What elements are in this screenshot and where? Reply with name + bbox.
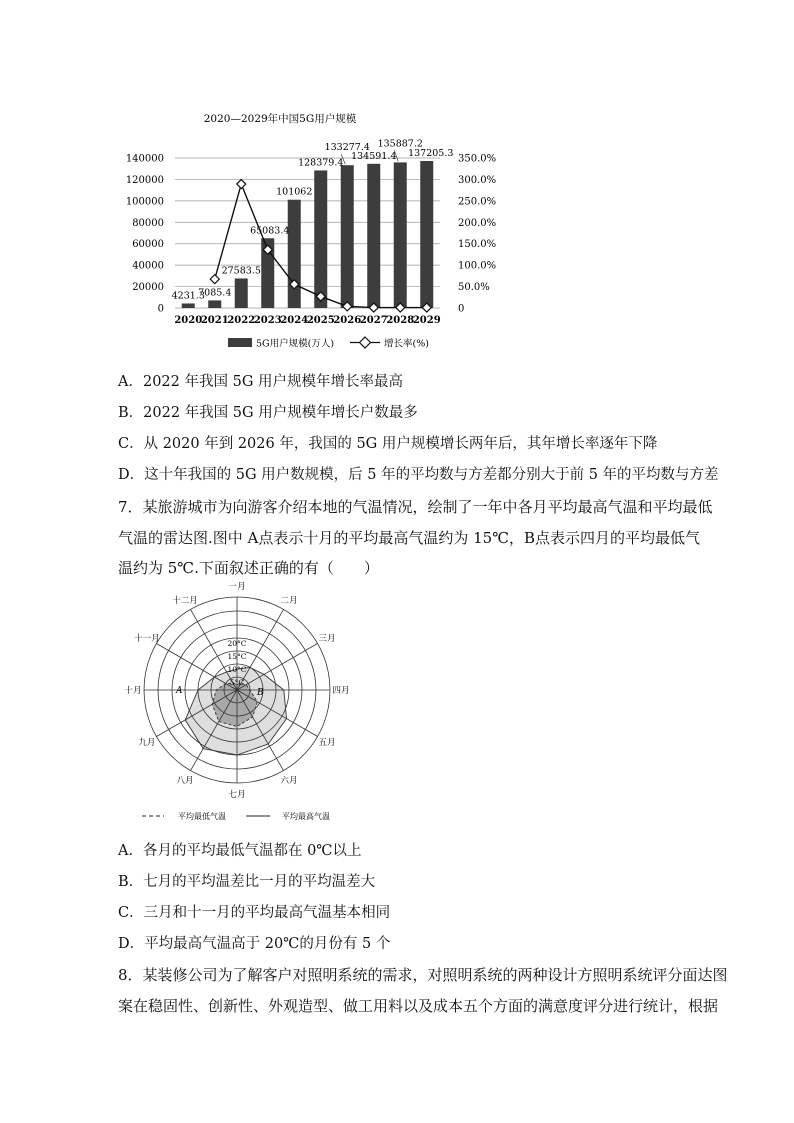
radial-tick-label: 5°C xyxy=(229,678,245,687)
bar-value-label: 7085.4 xyxy=(198,287,232,299)
bar-value-label: 4231.3 xyxy=(171,290,205,302)
bar-value-label: 133277.4 xyxy=(324,142,370,154)
left-tick-label: 80000 xyxy=(132,217,164,229)
legend-diamond-icon xyxy=(360,337,371,348)
month-label: 十二月 xyxy=(172,595,198,606)
q8-stem-line1: 8．某装修公司为了解客户对照明系统的需求，对照明系统的两种设计方照明系统评分面达图 xyxy=(118,966,728,984)
legend-bar-label: 5G用户规模(万人) xyxy=(256,338,335,350)
right-tick-label: 100.0% xyxy=(458,260,497,272)
legend-low-label: 平均最低气温 xyxy=(178,812,226,821)
month-label: 八月 xyxy=(176,776,194,787)
legend-line-label: 增长率(%) xyxy=(384,338,429,350)
x-tick-label: 2029 xyxy=(412,315,441,326)
x-tick-label: 2021 xyxy=(200,315,229,326)
q7-stem-line2: 气温的雷达图.图中 A点表示十月的平均最高气温约为 15℃，B点表示四月的平均最低气 xyxy=(118,529,701,547)
5g-user-chart xyxy=(118,108,508,358)
month-label: 一月 xyxy=(228,582,246,592)
bar xyxy=(235,278,248,308)
q7-stem-line1: 7．某旅游城市为向游客介绍本地的气温情况，绘制了一年中各月平均最高气温和平均最低 xyxy=(118,498,713,516)
x-tick-label: 2022 xyxy=(227,315,256,326)
legend xyxy=(228,337,429,350)
left-tick-label: 120000 xyxy=(125,174,164,186)
bar xyxy=(341,165,354,308)
radar-grid xyxy=(144,597,330,783)
left-tick-label: 0 xyxy=(157,303,164,315)
radial-tick-label: 10°C xyxy=(227,665,247,674)
right-tick-label: 150.0% xyxy=(458,239,497,251)
bar-value-label: 65083.4 xyxy=(250,225,290,237)
q7-option-b: B．七月的平均温差比一月的平均温差大 xyxy=(118,874,376,890)
month-label: 六月 xyxy=(280,776,298,787)
right-tick-label: 350.0% xyxy=(458,153,497,165)
legend-high-label: 平均最高气温 xyxy=(282,812,330,821)
month-label: 七月 xyxy=(228,790,246,800)
q7-option-d: D．平均最高气温高于 20℃的月份有 5 个 xyxy=(118,936,391,952)
right-tick-label: 300.0% xyxy=(458,174,497,186)
bar-value-label: 137205.3 xyxy=(408,147,454,159)
q7-option-c: C．三月和十一月的平均最高气温基本相同 xyxy=(118,905,391,921)
right-axis-ticks xyxy=(458,154,496,315)
x-tick-label: 2026 xyxy=(333,315,362,326)
month-label: 十月 xyxy=(124,686,142,696)
left-tick-label: 100000 xyxy=(125,196,164,208)
x-axis-ticks xyxy=(174,315,440,326)
right-tick-label: 0 xyxy=(458,303,465,315)
left-tick-label: 60000 xyxy=(132,239,164,251)
radial-tick-label: 15°C xyxy=(227,652,247,661)
q6-option-b: B．2022 年我国 5G 用户规模年增长户数最多 xyxy=(118,405,418,421)
bar-value-label: 27583.5 xyxy=(221,265,261,277)
bar-value-label: 135887.2 xyxy=(377,138,423,150)
bar xyxy=(314,170,327,308)
left-tick-label: 40000 xyxy=(132,260,164,272)
bar-value-label: 128379.4 xyxy=(298,157,344,169)
left-tick-label: 140000 xyxy=(125,153,164,165)
bar xyxy=(208,300,221,308)
x-tick-label: 2025 xyxy=(306,315,335,326)
month-label: 九月 xyxy=(138,738,156,748)
month-label: 五月 xyxy=(318,738,336,748)
q6-option-d: D．这十年我国的 5G 用户数规模，后 5 年的平均数与方差都分别大于前 5 年的平均数与方差 xyxy=(118,467,719,483)
bar xyxy=(182,303,195,308)
month-label: 二月 xyxy=(280,595,298,606)
growth-point xyxy=(210,275,219,284)
x-tick-label: 2020 xyxy=(174,315,203,326)
month-label: 十一月 xyxy=(134,634,160,644)
left-axis-ticks xyxy=(126,154,164,315)
q8-stem-line2: 案在稳固性、创新性、外观造型、做工用料以及成本五个方面的满意度评分进行统计，根据 xyxy=(118,997,719,1015)
right-tick-label: 250.0% xyxy=(458,196,497,208)
bar xyxy=(420,161,433,308)
x-tick-label: 2027 xyxy=(359,315,388,326)
x-tick-label: 2024 xyxy=(280,315,309,326)
month-label: 三月 xyxy=(318,634,336,644)
month-label: 四月 xyxy=(332,686,350,696)
temperature-radar-chart xyxy=(120,582,360,822)
q6-option-a: A．2022 年我国 5G 用户规模年增长率最高 xyxy=(118,374,404,390)
point-a-label: A xyxy=(176,686,183,696)
bar-value-label: 134591.4 xyxy=(351,150,397,162)
x-tick-label: 2028 xyxy=(386,315,415,326)
radar-legend xyxy=(142,811,330,821)
bar xyxy=(288,200,301,308)
bar xyxy=(367,164,380,308)
right-tick-label: 50.0% xyxy=(458,282,490,294)
radial-tick-label: 20°C xyxy=(227,639,247,648)
chart-title: 2020—2029年中国5G用户规模 xyxy=(203,113,357,125)
bar xyxy=(394,162,407,308)
q6-option-c: C．从 2020 年到 2026 年，我国的 5G 用户规模增长两年后，其年增长率逐年下降 xyxy=(118,436,658,452)
q7-option-a: A．各月的平均最低气温都在 0℃以上 xyxy=(118,843,362,859)
bar-value-label: 101062 xyxy=(276,186,313,198)
bars xyxy=(182,161,434,308)
legend-bar-swatch xyxy=(228,338,252,347)
right-tick-label: 200.0% xyxy=(458,217,497,229)
left-tick-label: 20000 xyxy=(132,282,164,294)
point-b-label: B xyxy=(257,688,264,698)
x-tick-label: 2023 xyxy=(253,315,282,326)
q7-stem-line3: 温约为 5℃.下面叙述正确的有（ ） xyxy=(118,559,379,577)
growth-point xyxy=(237,180,246,189)
